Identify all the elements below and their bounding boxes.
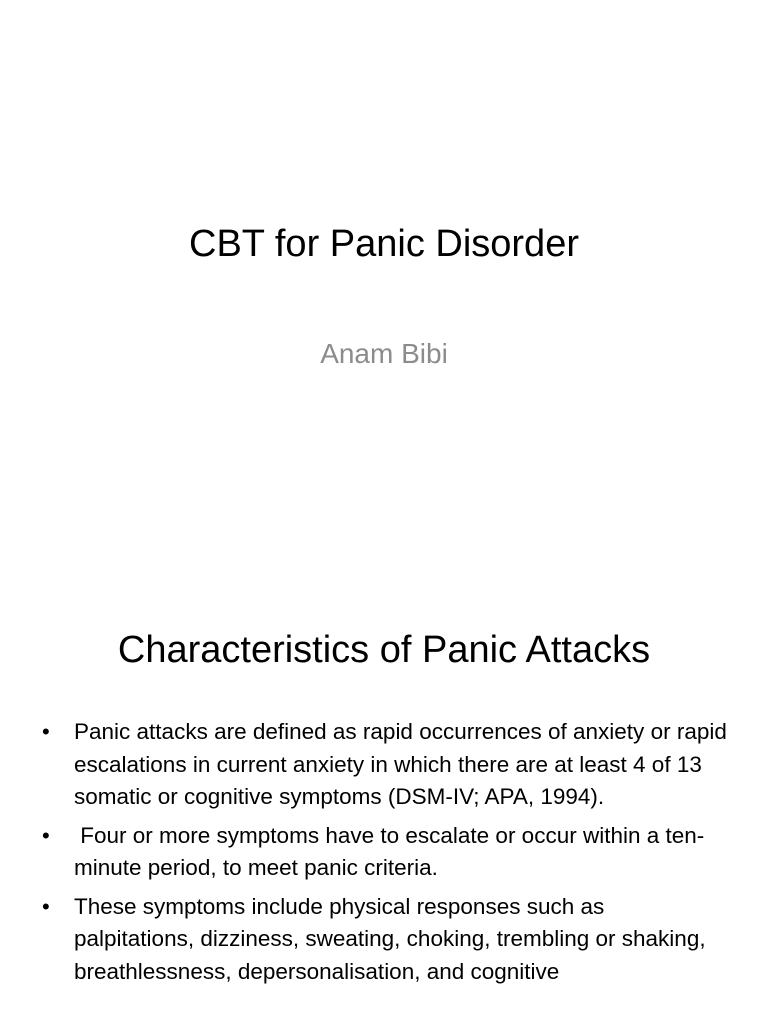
- bullet-text: Panic attacks are defined as rapid occurrences of anxiety or rapid escalations in current anxiety in which there are at least 4 of 13 somatic or cognitive symptoms (DSM-IV; APA, 1994).: [74, 719, 727, 809]
- bullet-item-3: [38, 891, 728, 989]
- bullet-item-2: [38, 820, 728, 885]
- bullet-list: [38, 716, 728, 994]
- bullet-text: These symptoms include physical responses such as palpitations, dizziness, sweating, choking, trembling or shaking, breathlessness, depersonalisation, and cognitive: [74, 893, 706, 984]
- author-name: Anam Bibi: [320, 338, 448, 369]
- bullet-text: Four or more symptoms have to escalate or occur within a ten-minute period, to meet panic criteria.: [74, 822, 705, 880]
- slide-title: Characteristics of Panic Attacks: [117, 629, 651, 671]
- bullet-point-icon: •: [42, 893, 50, 919]
- presentation-title: CBT for Panic Disorder: [189, 223, 579, 265]
- bullet-point-icon: •: [42, 822, 50, 848]
- content-slide: [0, 576, 768, 1024]
- bullet-point-icon: •: [42, 719, 50, 744]
- bullet-item-1: [38, 716, 728, 814]
